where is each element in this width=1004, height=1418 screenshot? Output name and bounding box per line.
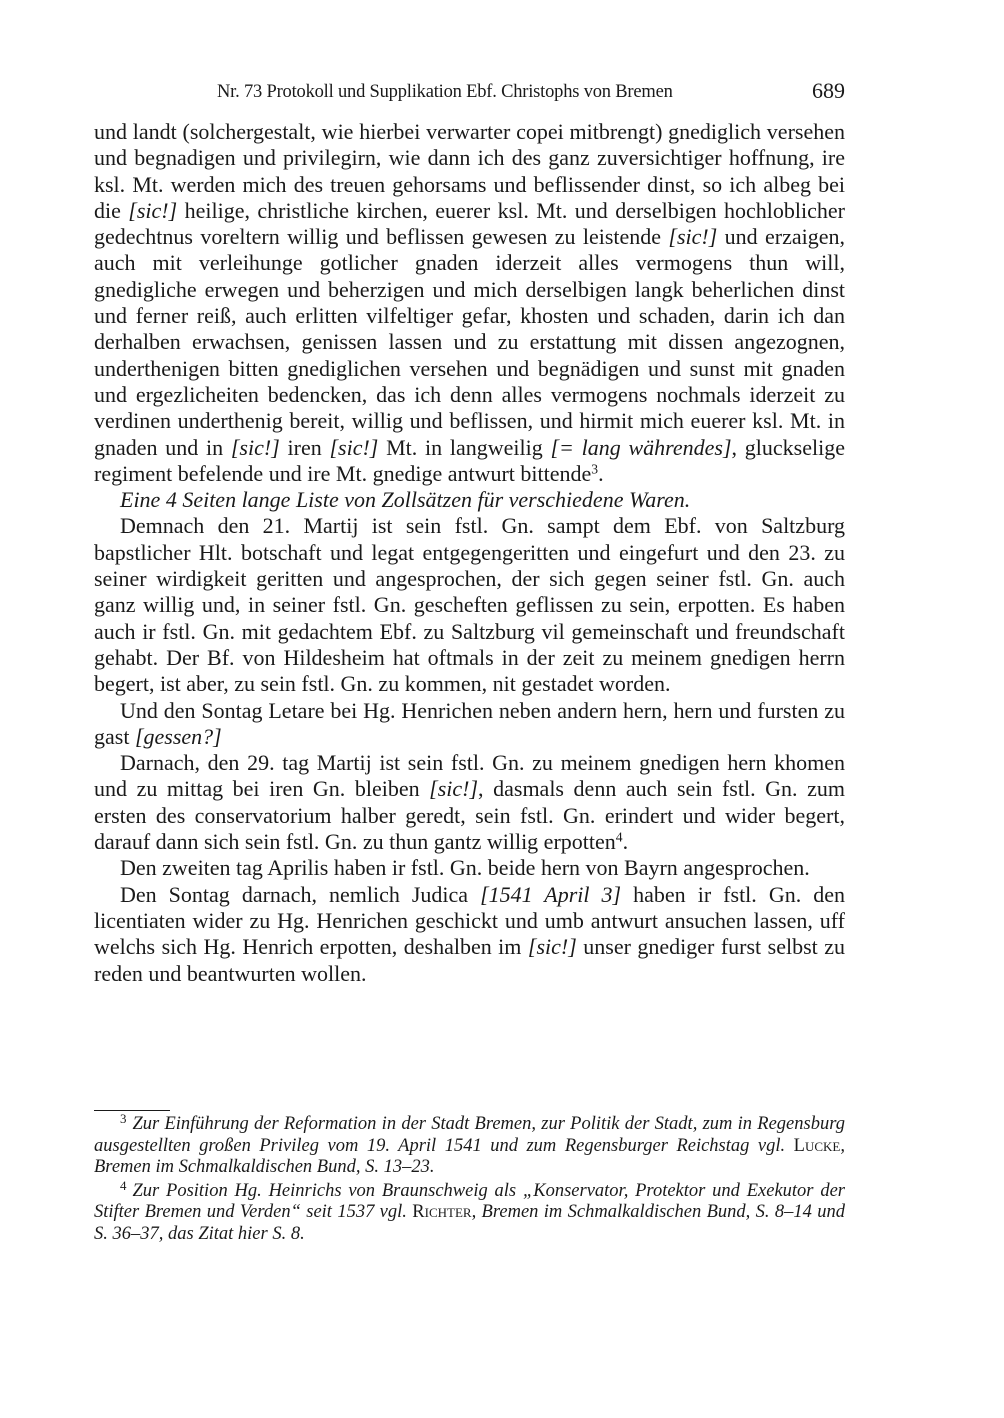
text-run: . xyxy=(598,460,604,486)
footnote-text: , Bremen im Schmalkaldischen Bund, S. 8–14 und S. 36–37, das Zitat hier S. 8. xyxy=(94,1202,845,1244)
footnote-4 xyxy=(94,1177,845,1246)
footnotes xyxy=(94,1111,845,1247)
text-run: heilige, christliche kirchen, euerer ksl. Mt. und derselbigen hochloblicher gedechtnus voreltern willig und beflissen gewesen zu leistende xyxy=(94,197,845,250)
editorial-note: [1541 April 3] xyxy=(480,881,622,907)
footnote-text: , Bremen im Schmalkaldischen Bund, S. 13–23. xyxy=(94,1135,845,1177)
page-number: 689 xyxy=(812,78,845,103)
text-run: unser gnediger furst selbst zu reden und beantwurten wollen. xyxy=(94,934,845,986)
editorial-note: [sic!] xyxy=(329,434,379,460)
running-title: Nr. 73 Protokoll und Supplikation Ebf. Christophs von Bremen xyxy=(217,82,673,102)
text-run: . xyxy=(622,829,629,855)
text-run: Mt. in langweilig xyxy=(378,434,551,460)
footnote-text: Zur Position Hg. Heinrichs von Braunschweig als „Konservator, Protektor und Exekutor der Stifter Bremen und Verden“ seit 1537 vgl. xyxy=(94,1180,845,1222)
text-run: und landt (solchergestalt, wie hierbei verwarter copei mitbrengt) gnediglich versehen und begnadigen und privilegirn, wie dann ich des ganz zuversichtiger hoffnung, ire ksl. Mt. werden mich des treuen gehorsams und beflissender dinst, so ich albeg bei die xyxy=(94,119,845,223)
paragraph-3: Demnach den 21. Martij ist sein fstl. Gn. sampt dem Ebf. von Saltzburg bapstlicher Hlt. botschaft und legat entgegengeritten und eingefurt und den 23. zu seiner wirdigkeit geritten und angesprochen, der sich gegen seiner fstl. Gn. auch ganz willig und, in seiner fstl. Gn. gescheften geflissen zu sein, erpotten. Es haben auch ir fstl. Gn. mit gedachtem Ebf. zu Saltzburg vil gemeinschaft und freundschaft gehabt. Der Bf. von Hildesheim hat oftmals in der zeit zu meinem gnedigen herrn begert, ist aber, zu sein fstl. Gn. zu kommen, nit gestadet worden. xyxy=(94,513,845,697)
footnote-ref-4[interactable]: 4 xyxy=(615,829,623,845)
paragraph-5 xyxy=(94,750,845,855)
footnote-text: Zur Einführung der Reformation in der Stadt Bremen, zur Politik der Stadt, zum in Regensburg ausgestellten großen Privileg vom 19. April 1541 und zum Regensburger Reichstag vgl. xyxy=(94,1114,845,1156)
text-run: , gluckselige regiment befelende und ire Mt. gnedige antwurt bittende xyxy=(94,434,845,486)
text-run: Und den Sontag Letare bei Hg. Henrichen neben andern hern, hern und fursten zu gast xyxy=(94,697,845,749)
text-run: haben ir fstl. Gn. den licentiaten wider zu Hg. Henrichen geschickt und umb antwurt ansuchen lassen, uff welchs sich Hg. Henrich erpotten, deshalben im xyxy=(94,881,846,960)
footnote-author: Lucke xyxy=(793,1135,841,1156)
text-run: iren xyxy=(279,434,330,460)
paragraph-4 xyxy=(94,698,845,751)
footnote-3 xyxy=(94,1111,845,1179)
footnote-divider xyxy=(94,1110,170,1111)
editorial-note: [sic!] xyxy=(429,776,479,802)
text-run: Den Sontag darnach, nemlich Judica xyxy=(120,881,481,907)
body-text xyxy=(94,119,845,987)
footnote-number: 3 xyxy=(120,1111,127,1127)
editorial-note: [sic!] xyxy=(128,197,178,223)
footnote-ref-3[interactable]: 3 xyxy=(591,461,599,477)
paragraph-2-editorial: Eine 4 Seiten lange Liste von Zollsätzen für verschiedene Waren. xyxy=(120,487,691,513)
footnote-number: 4 xyxy=(120,1177,127,1193)
editorial-note: [= lang währendes] xyxy=(550,434,732,460)
text-run: und erzaigen, auch mit verleihunge gotlicher gnaden iderzeit alles vermogens thun will, gnedigliche erwegen und beherzigen und mich derselbigen langk beherlichen dinst und ferner reiß, auch erlitten vilfeltiger gefar, khosten und schaden, darin ich dan derhalben erwachsen, genissen lassen und zu erstattung mit dissen angezognen, underthenigen bitten gnediglichen versehen und begnädigen und sunst mit gnaden und ergezlicheiten bedencken, das ich denn alles vermogens nochmals iderzeit zu verdinen underthenig bereit, willig und beflissen, und hirmit mich euerer ksl. Mt. in gnaden und in xyxy=(94,224,845,460)
editorial-note: [gessen?] xyxy=(134,723,222,749)
paragraph-7 xyxy=(94,882,845,987)
paragraph-1 xyxy=(94,119,845,487)
footnote-author: Richter xyxy=(412,1202,472,1222)
editorial-note: [sic!] xyxy=(230,434,280,460)
running-header xyxy=(94,78,845,108)
editorial-note: [sic!] xyxy=(668,224,718,250)
text-run: , dasmals denn auch sein fstl. Gn. zum ersten des conservatorium halber geredt, sein fstl. Gn. erindert und wider begert, darauf dann sich sein fstl. Gn. zu thun gantz willig erpotten xyxy=(94,776,845,855)
text-run: Darnach, den 29. tag Martij ist sein fstl. Gn. zu meinem gnedigen hern khomen und zu mittag bei iren Gn. bleiben xyxy=(94,750,845,802)
paragraph-6: Den zweiten tag Aprilis haben ir fstl. Gn. beide hern von Bayrn angesprochen. xyxy=(120,855,810,881)
editorial-note: [sic!] xyxy=(527,934,577,960)
